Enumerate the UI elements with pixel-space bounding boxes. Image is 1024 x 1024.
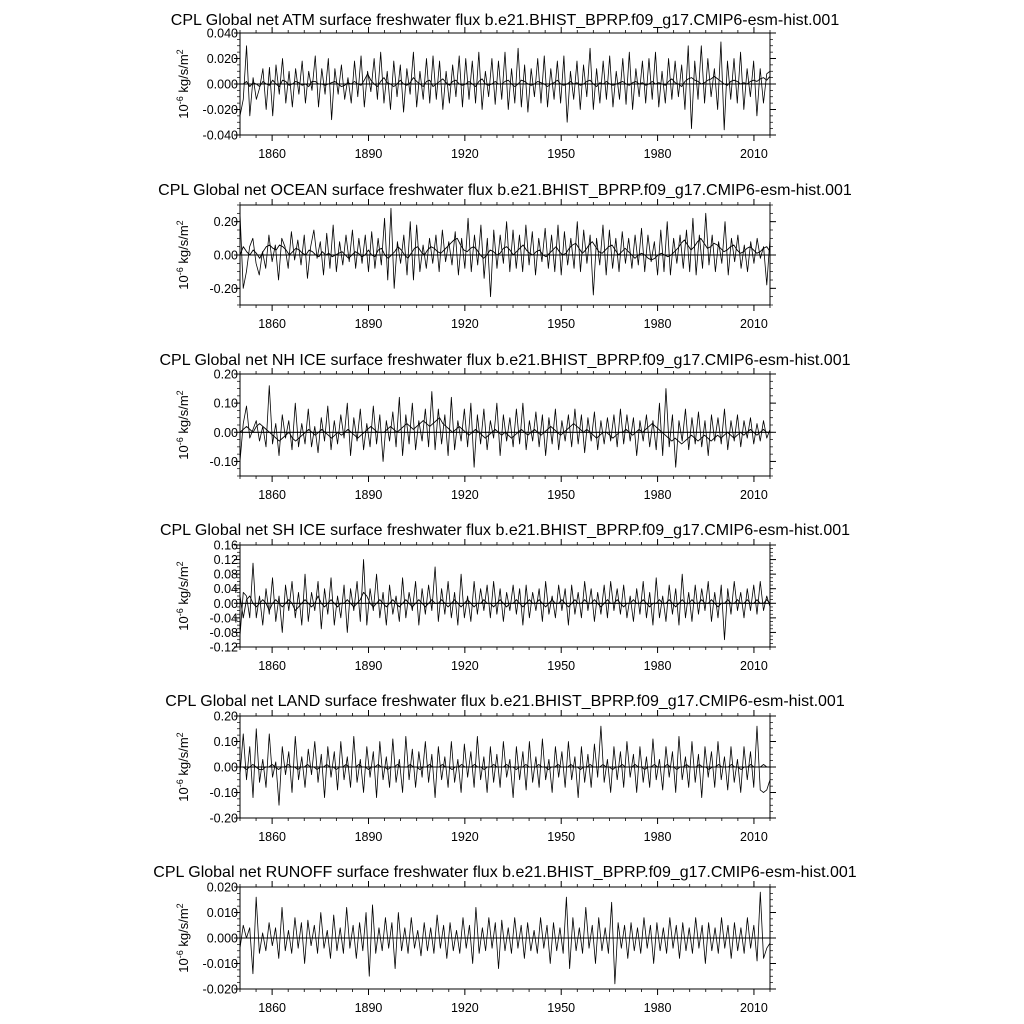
y-label-exponent: -6 [175,608,185,617]
y-tick-label: -0.20 [209,811,238,826]
chart-panel-3 [160,352,851,502]
y-label-base: 10 [176,104,191,119]
x-tick-label: 2010 [740,1001,768,1015]
y-tick-label: 0.00 [213,596,238,611]
y-label-units-exponent: 2 [175,903,185,909]
x-tick-label: 1860 [258,830,287,844]
x-tick-label: 1920 [450,488,479,502]
x-tick-label: 1950 [547,317,576,331]
y-tick-label: 0.20 [213,367,238,382]
x-tick-label: 2010 [740,659,768,673]
chart-panel-5 [165,693,845,844]
x-tick-label: 1860 [258,1001,287,1015]
y-label-exponent: -6 [175,437,185,446]
y-label-units-exponent: 2 [175,561,185,567]
x-tick-label: 1890 [354,659,383,673]
x-tick-label: 1920 [450,659,479,673]
y-tick-label: 0.000 [206,77,238,92]
y-tick-label: 0.10 [213,396,238,411]
y-label-exponent: -6 [175,96,185,105]
x-tick-label: 2010 [740,488,768,502]
y-tick-label: -0.04 [209,611,238,626]
chart-panel-1 [171,12,840,161]
plot-frame [240,545,770,647]
y-tick-label: 0.20 [213,215,238,230]
y-axis-label [175,220,191,289]
x-tick-label: 1890 [354,147,383,161]
chart-panel-4 [160,522,850,673]
series-line-2 [240,74,770,87]
y-label-units-exponent: 2 [175,49,185,55]
x-tick-label: 1980 [643,830,672,844]
x-tick-label: 1980 [643,147,672,161]
y-axis-label [175,561,191,630]
x-tick-label: 2010 [740,147,768,161]
x-tick-label: 2010 [740,830,768,844]
x-tick-label: 1920 [450,830,479,844]
x-tick-label: 1860 [258,317,287,331]
x-tick-label: 1980 [643,317,672,331]
y-label-units: kg/s/m [176,54,191,97]
x-tick-label: 1890 [354,317,383,331]
x-tick-label: 1860 [258,147,287,161]
y-axis-label [175,732,191,801]
chart-title: CPL Global net LAND surface freshwater flux b.e21.BHIST_BPRP.f09_g17.CMIP6-esm-hist.001 [165,693,845,710]
x-tick-label: 1920 [450,1001,479,1015]
y-tick-label: 0.16 [213,538,238,553]
y-label-units: kg/s/m [176,225,191,268]
x-tick-label: 1920 [450,317,479,331]
y-axis-label [175,903,191,972]
x-tick-label: 1950 [547,659,576,673]
y-tick-label: -0.20 [209,281,238,296]
chart-title: CPL Global net OCEAN surface freshwater flux b.e21.BHIST_BPRP.f09_g17.CMIP6-esm-hist.001 [158,182,852,199]
y-label-base: 10 [176,275,191,290]
y-label-exponent: -6 [175,779,185,788]
y-tick-label: -0.010 [202,957,238,971]
y-tick-label: -0.040 [202,128,238,143]
chart-title: CPL Global net RUNOFF surface freshwater flux b.e21.BHIST_BPRP.f09_g17.CMIP6-esm-hist.001 [153,864,857,881]
chart-title: CPL Global net NH ICE surface freshwater flux b.e21.BHIST_BPRP.f09_g17.CMIP6-esm-hist.001 [159,352,851,369]
y-label-units-exponent: 2 [175,732,185,738]
x-tick-label: 1950 [547,830,576,844]
y-label-units: kg/s/m [176,908,191,951]
y-tick-label: 0.00 [213,248,238,263]
y-tick-label: 0.020 [206,880,238,895]
x-tick-label: 2010 [740,317,768,331]
chart-title: CPL Global net ATM surface freshwater flux b.e21.BHIST_BPRP.f09_g17.CMIP6-esm-hist.001 [170,12,840,29]
y-tick-label: -0.12 [209,640,238,655]
x-tick-label: 1980 [643,488,672,502]
x-tick-label: 1950 [547,488,576,502]
y-label-base: 10 [176,958,191,973]
x-tick-label: 1950 [547,1001,576,1015]
x-tick-label: 1860 [258,659,287,673]
y-tick-label: -0.08 [209,625,238,640]
x-tick-label: 1860 [258,488,287,502]
y-tick-label: -0.10 [209,454,238,469]
y-tick-label: -0.020 [202,982,238,997]
x-tick-label: 1980 [643,659,672,673]
y-tick-label: 0.04 [213,582,238,597]
chart-panel-2 [158,182,852,331]
y-label-units: kg/s/m [176,395,191,438]
x-tick-label: 1890 [354,488,383,502]
y-tick-label: -0.020 [202,103,238,117]
x-tick-label: 1950 [547,147,576,161]
y-label-units: kg/s/m [176,737,191,780]
y-axis-label [175,49,191,118]
y-tick-label: 0.00 [213,760,238,775]
chart-panel-6 [153,864,857,1015]
y-label-base: 10 [176,787,191,802]
series-line-1 [240,208,770,296]
y-tick-label: 0.00 [213,425,238,440]
y-tick-label: 0.000 [206,931,238,946]
y-tick-label: 0.10 [213,735,238,749]
y-label-units-exponent: 2 [175,390,185,396]
y-label-base: 10 [176,616,191,631]
series-line-1 [240,386,770,468]
y-axis-label [175,390,191,459]
chart-title: CPL Global net SH ICE surface freshwater flux b.e21.BHIST_BPRP.f09_g17.CMIP6-esm-hist.001 [159,522,851,539]
y-label-exponent: -6 [175,267,185,276]
y-label-units: kg/s/m [176,566,191,609]
y-tick-label: 0.040 [206,26,238,41]
y-tick-label: 0.020 [206,52,238,66]
y-tick-label: 0.12 [213,553,238,568]
x-tick-label: 1920 [450,147,479,161]
y-tick-label: 0.08 [213,567,238,582]
x-tick-label: 1890 [354,830,383,844]
series-line-1 [240,42,770,130]
y-label-base: 10 [176,445,191,460]
y-label-units-exponent: 2 [175,220,185,226]
x-tick-label: 1980 [643,1001,672,1015]
y-label-exponent: -6 [175,950,185,959]
y-tick-label: 0.20 [213,709,238,724]
y-tick-label: -0.10 [209,786,238,800]
x-tick-label: 1890 [354,1001,383,1015]
y-tick-label: 0.010 [206,906,238,920]
